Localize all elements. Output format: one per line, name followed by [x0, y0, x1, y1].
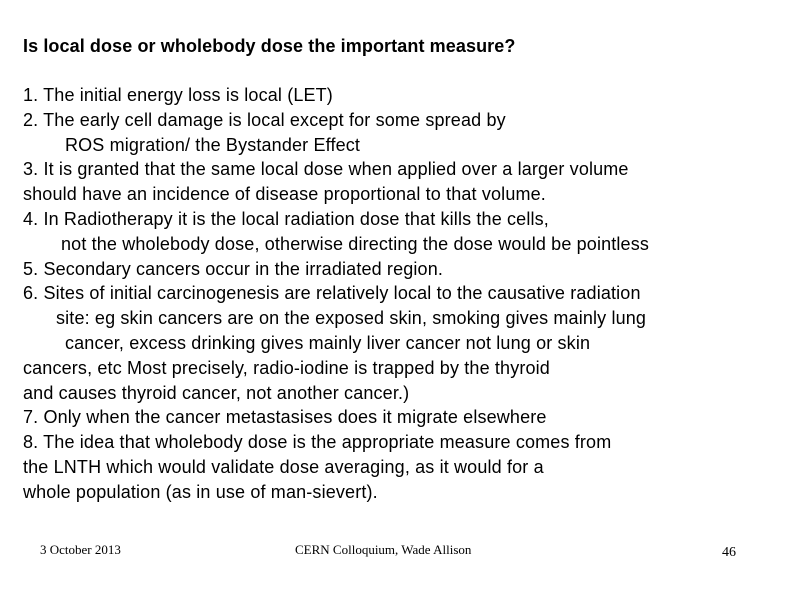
body-line-9: 6. Sites of initial carcinogenesis are relatively local to the causative radiation — [23, 283, 641, 304]
body-line-3: ROS migration/ the Bystander Effect — [65, 134, 361, 155]
body-line-2: 2. The early cell damage is local except for some spread by — [23, 109, 506, 130]
slide-body — [23, 83, 783, 505]
body-line-11: cancer, excess drinking gives mainly liver cancer not lung or skin — [65, 332, 591, 353]
slide-title: Is local dose or wholebody dose the important measure? — [23, 36, 516, 56]
body-line-16: the LNTH which would validate dose averaging, as it would for a — [23, 456, 544, 477]
body-line-14: 7. Only when the cancer metastasises does it migrate elsewhere — [23, 407, 547, 428]
body-line-8: 5. Secondary cancers occur in the irradiated region. — [23, 258, 444, 279]
body-line-4: 3. It is granted that the same local dose when applied over a larger volume — [23, 159, 629, 180]
body-line-12: cancers, etc Most precisely, radio-iodine is trapped by the thyroid — [23, 357, 550, 378]
body-line-13: and causes thyroid cancer, not another cancer.) — [23, 382, 410, 403]
body-line-17: whole population (as in use of man-sievert). — [23, 481, 378, 502]
body-line-10: site: eg skin cancers are on the exposed skin, smoking gives mainly lung — [56, 308, 647, 329]
footer-date: 3 October 2013 — [40, 542, 121, 557]
body-line-6: 4. In Radiotherapy it is the local radiation dose that kills the cells, — [23, 208, 549, 229]
footer-presentation-info: CERN Colloquium, Wade Allison — [295, 542, 472, 557]
slide-number: 46 — [722, 545, 736, 560]
body-line-7: not the wholebody dose, otherwise directing the dose would be pointless — [61, 233, 650, 254]
body-line-1: 1. The initial energy loss is local (LET) — [23, 85, 333, 105]
body-line-15: 8. The idea that wholebody dose is the appropriate measure comes from — [23, 432, 612, 453]
body-line-5: should have an incidence of disease proportional to that volume. — [23, 184, 546, 205]
